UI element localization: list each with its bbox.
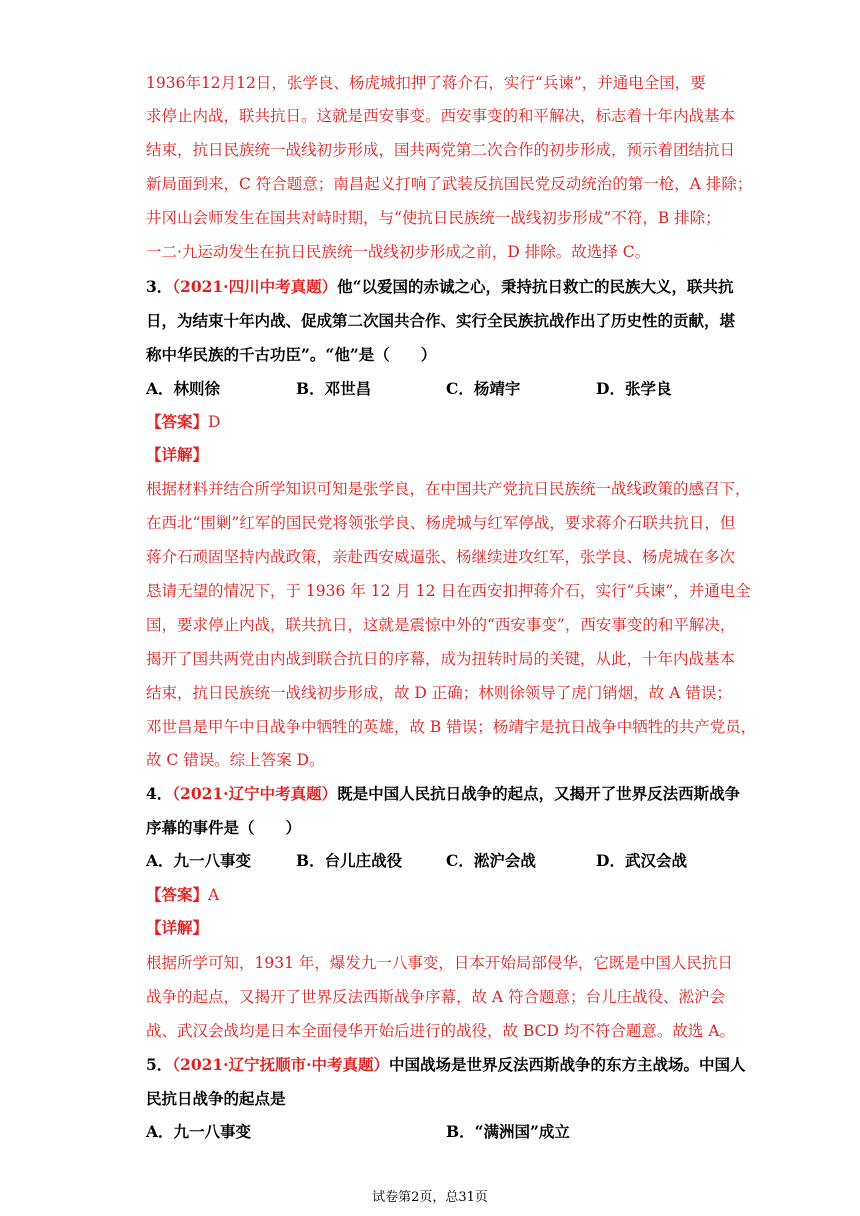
answer-value: D [208, 413, 221, 431]
question-4-stem [146, 784, 740, 804]
question-5-stem [146, 1055, 746, 1075]
detail-line: 揭开了国共两党由内战到联合抗日的序幕，成为扭转时局的关键，从此，十年内战基本 [146, 650, 736, 668]
answer-label: 【答案】 [146, 412, 209, 431]
detail-line: 国，要求停止内战，联共抗日，这就是震惊中外的“西安事变”，西安事变的和平解决， [146, 616, 736, 634]
q2-explanation-line: 一二·九运动发生在抗日民族统一战线初步形成之前，D 排除。故选择 C。 [146, 243, 651, 261]
detail-line: 战、武汉会战均是日本全面侵华开始后进行的战役，故 BCD 均不符合题意。故选 A。 [146, 1022, 735, 1040]
option-b: B．台儿庄战役 [296, 851, 403, 870]
detail-line: 在西北“围剿”红军的国民党将领张学良、杨虎城与红军停战，要求蒋介石联共抗日，但 [146, 514, 736, 532]
question-source: （2021·四川中考真题） [172, 277, 338, 296]
answer-line [146, 885, 219, 905]
question-3-stem-line: 日，为结束十年内战、促成第二次国共合作、实行全民族抗战作出了历史性的贡献，堪 [146, 311, 736, 330]
question-number: 4． [146, 784, 173, 803]
option-c: C．淞沪会战 [446, 851, 536, 870]
q2-explanation-line: 井冈山会师发生在国共对峙时期，与“使抗日民族统一战线初步形成”不符，B 排除； [146, 209, 721, 227]
answer-value: A [208, 886, 220, 904]
question-3-stem-line: 称中华民族的千古功臣”。“他”是（ ） [146, 345, 437, 364]
question-source: （2021·辽宁抚顺市·中考真题） [172, 1055, 389, 1074]
question-number: 5． [146, 1055, 173, 1074]
detail-line: 邓世昌是甲午中日战争中牺牲的英雄，故 B 错误；杨靖宇是抗日战争中牺牲的共产党员， [146, 718, 757, 736]
question-source: （2021·辽宁中考真题） [172, 784, 338, 803]
detail-line: 结束，抗日民族统一战线初步形成，故 D 正确；林则徐领导了虎门销烟，故 A 错误； [146, 684, 732, 702]
question-5-stem-line: 民抗日战争的起点是 [146, 1089, 286, 1108]
detail-line: 恳请无望的情况下，于 1936 年 12 月 12 日在西安扣押蒋介石，实行“兵谏”，并通电全 [146, 582, 751, 600]
question-stem-text: 既是中国人民抗日战争的起点，又揭开了世界反法西斯战争 [337, 784, 741, 803]
detail-line: 根据所学可知，1931 年，爆发九一八事变，日本开始局部侵华，它既是中国人民抗日 [146, 954, 733, 972]
answer-label: 【答案】 [146, 885, 209, 904]
detail-line: 故 C 错误。综上答案 D。 [146, 751, 325, 769]
question-stem-text: 他“以爱国的赤诚之心，秉持抗日救亡的民族大义，联共抗 [337, 277, 734, 296]
option-c: C．杨靖宇 [446, 379, 521, 398]
q2-explanation-line: 1936年12月12日，张学良、杨虎城扣押了蒋介石，实行“兵谏”，并通电全国，要 [146, 74, 706, 92]
q2-explanation-line: 结束，抗日民族统一战线初步形成，国共两党第二次合作的初步形成，预示着团结抗日 [146, 141, 736, 159]
option-a: A．九一八事变 [146, 1122, 252, 1141]
question-3-stem [146, 277, 734, 297]
detail-line: 蒋介石顽固坚持内战政策，亲赴西安威逼张、杨继续进攻红军，张学良、杨虎城在多次 [146, 548, 736, 566]
option-a: A．林则徐 [146, 379, 221, 398]
detail-line: 战争的起点，又揭开了世界反法西斯战争序幕，故 A 符合题意；台儿庄战役、淞沪会 [146, 988, 726, 1006]
detail-line: 根据材料并结合所学知识可知是张学良，在中国共产党抗日民族统一战线政策的感召下， [146, 480, 751, 498]
detail-label: 【详解】 [146, 918, 209, 937]
option-b: B．邓世昌 [296, 379, 372, 398]
q2-explanation-line: 新局面到来，C 符合题意；南昌起义打响了武装反抗国民党反动统治的第一枪，A 排除； [146, 175, 753, 193]
option-d: D．武汉会战 [596, 851, 687, 870]
option-d: D．张学良 [596, 379, 672, 398]
option-a: A．九一八事变 [146, 851, 252, 870]
detail-label: 【详解】 [146, 445, 209, 464]
page-footer: 试卷第2页，总31页 [372, 1190, 488, 1205]
question-stem-text: 中国战场是世界反法西斯战争的东方主战场。中国人 [388, 1055, 746, 1074]
option-b: B．“满洲国”成立 [446, 1122, 570, 1141]
question-4-stem-line: 序幕的事件是（ ） [146, 818, 302, 837]
q2-explanation-line: 求停止内战，联共抗日。这就是西安事变。西安事变的和平解决，标志着十年内战基本 [146, 107, 736, 125]
answer-line [146, 412, 220, 432]
question-number: 3． [146, 277, 173, 296]
